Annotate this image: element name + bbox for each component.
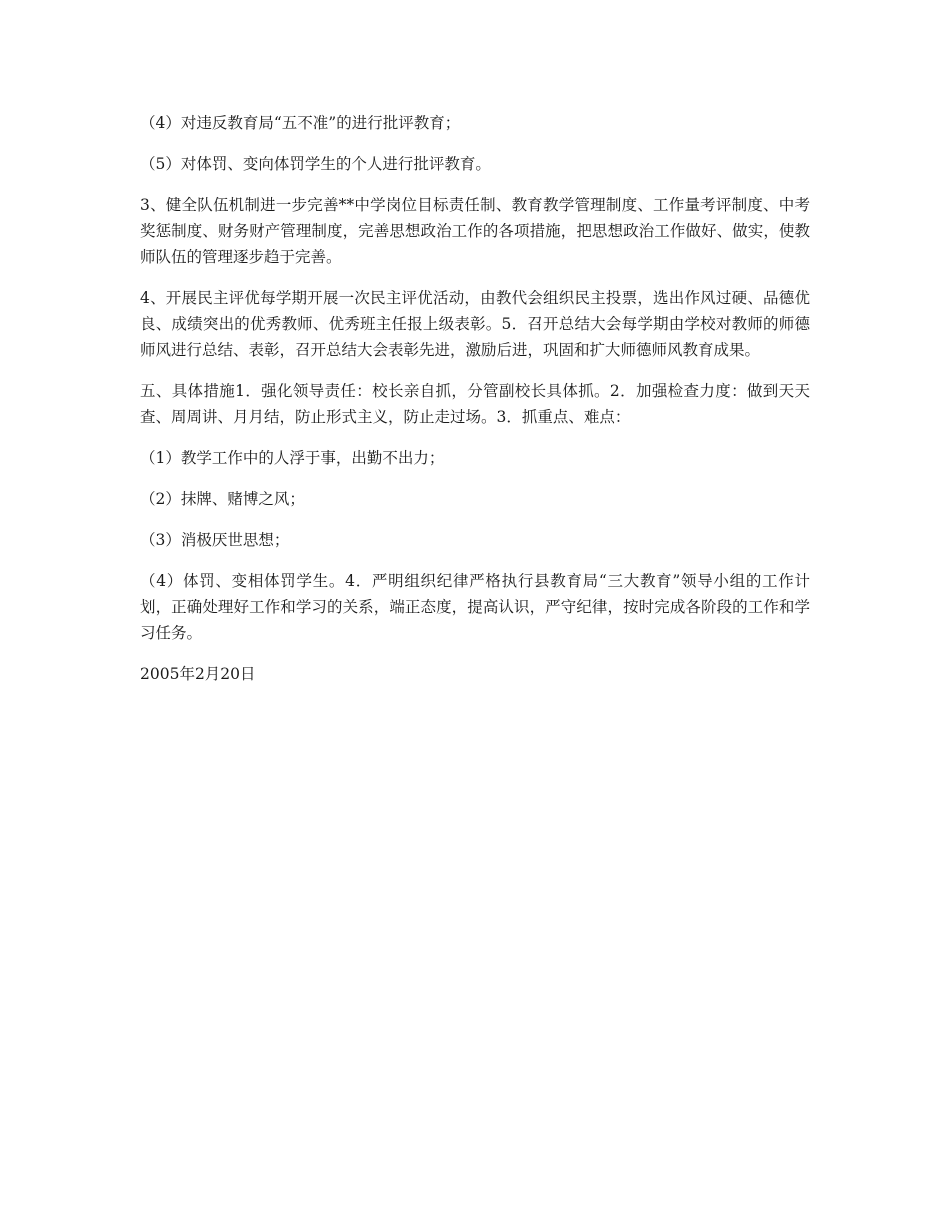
- paragraph-specific-measures: 五、具体措施1．强化领导责任：校长亲自抓，分管副校长具体抓。2．加强检查力度：做到天天查、周周讲、月月结，防止形式主义，防止走过场。3．抓重点、难点：: [140, 382, 810, 426]
- paragraph-point-2: （2）抹牌、赌博之风；: [140, 490, 305, 508]
- paragraph-team-mechanism: 3、健全队伍机制进一步完善**中学岗位目标责任制、教育教学管理制度、工作量考评制度、中考奖惩制度、财务财产管理制度，完善思想政治工作的各项措施，把思想政治工作做好、做实，使教师队伍的管理逐步趋于完善。: [140, 196, 810, 266]
- paragraph-point-4: （4）体罚、变相体罚学生。4．严明组织纪律严格执行县教育局“三大教育”领导小组的工作计划，正确处理好工作和学习的关系，端正态度，提高认识，严守纪律，按时完成各阶段的工作和学习任务。: [140, 572, 810, 642]
- paragraph-item-4: （4）对违反教育局“五不准”的进行批评教育；: [140, 114, 461, 132]
- document-date: 2005年2月20日: [140, 665, 256, 683]
- paragraph-point-3: （3）消极厌世思想；: [140, 531, 290, 549]
- paragraph-point-1: （1）教学工作中的人浮于事，出勤不出力；: [140, 449, 445, 467]
- paragraph-democratic-evaluation: 4、开展民主评优每学期开展一次民主评优活动，由教代会组织民主投票，选出作风过硬、品德优良、成绩突出的优秀教师、优秀班主任报上级表彰。5．召开总结大会每学期由学校对教师的师德师风进行总结、表彰，召开总结大会表彰先进，激励后进，巩固和扩大师德师风教育成果。: [140, 289, 810, 359]
- document-body: [140, 110, 810, 702]
- paragraph-item-5: （5）对体罚、变向体罚学生的个人进行批评教育。: [140, 155, 491, 173]
